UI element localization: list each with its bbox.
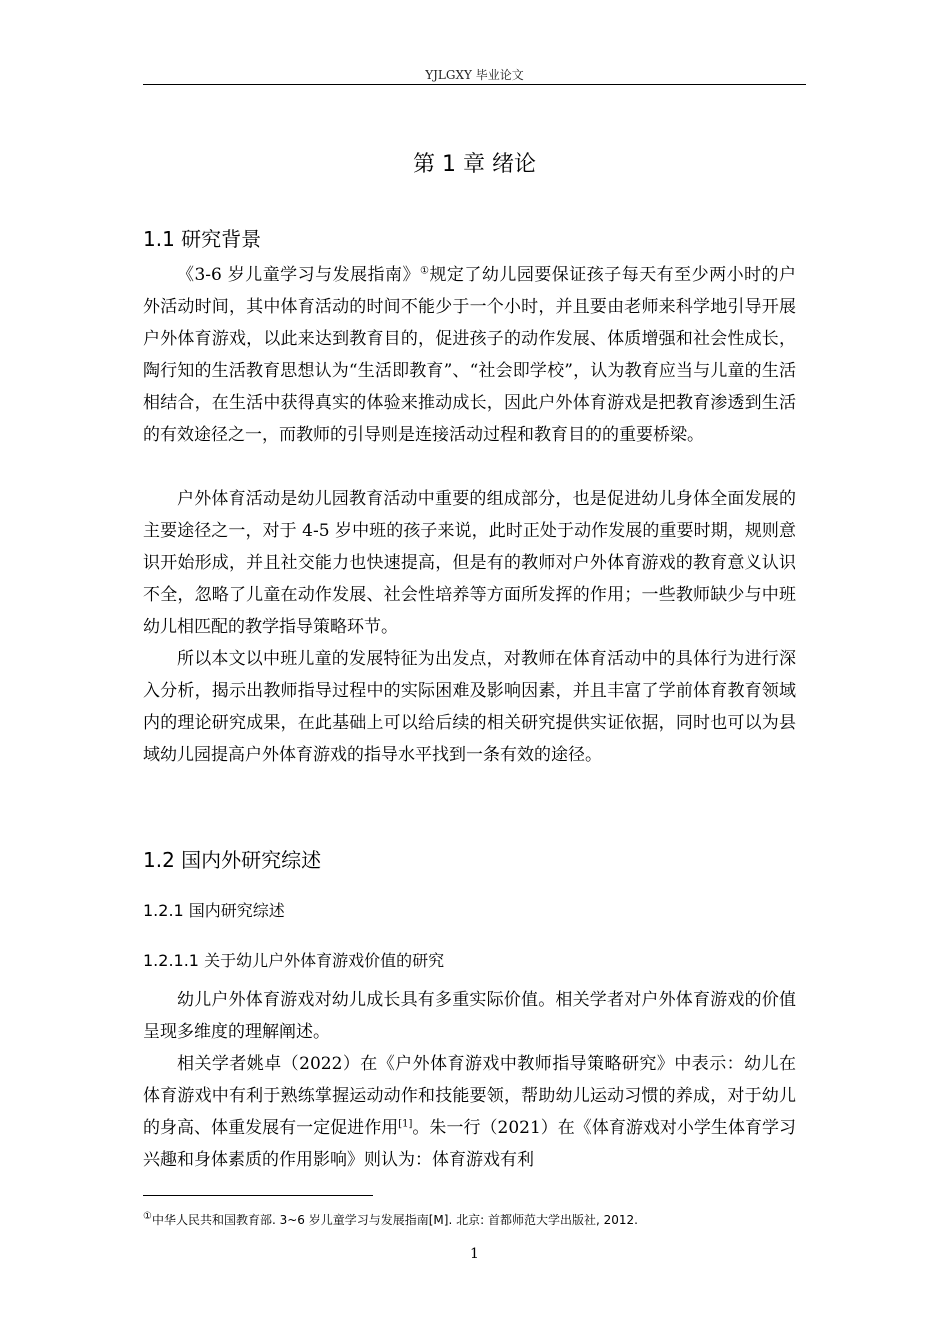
paragraph-text: 规定了幼儿园要保证孩子每天有至少两小时的户外活动时间，其中体育活动的时间不能少于一个小时，并且要由老师来科学地引导开展户外体育游戏，以此来达到教育目的，促进孩子的动作发展、体质增强和社会性成长，陶行知的生活教育思想认为“生活即教育”、“社会即学校”，认为教育应当与儿童的生活相结合，在生活中获得真实的体验来推动成长，因此户外体育游戏是把教育渗透到生活的有效途径之一，而教师的引导则是连接活动过程和教育目的的重要桥梁。 [143, 265, 797, 445]
paragraph-review-2 [143, 1048, 796, 1176]
subsubsection-heading-1-2-1-1: 1.2.1.1 关于幼儿户外体育游戏价值的研究 [143, 951, 445, 970]
paragraph-background-2: 户外体育活动是幼儿园教育活动中重要的组成部分，也是促进幼儿身体全面发展的主要途径之一，对于 4-5 岁中班的孩子来说，此时正处于动作发展的重要时期，规则意识开始形成，并且社交能力也快速提高，但是有的教师对户外体育游戏的教育意义认识不全，忽略了儿童在动作发展、社会性培养等方面所发挥的作用；一些教师缺少与中班幼儿相匹配的教学指导策略环节。 [143, 489, 796, 637]
paragraph-background-3: 所以本文以中班儿童的发展特征为出发点，对教师在体育活动中的具体行为进行深入分析，揭示出教师指导过程中的实际困难及影响因素，并且丰富了学前体育教育领域内的理论研究成果，在此基础上可以给后续的相关研究提供实证依据，同时也可以为县域幼儿园提高户外体育游戏的指导水平找到一条有效的途径。 [143, 649, 796, 765]
paragraph-background-1 [143, 259, 796, 451]
section-heading-1-1: 1.1 研究背景 [143, 227, 262, 251]
running-header: YJLGXY 毕业论文 [425, 68, 524, 82]
footnote-marker: ① [143, 1211, 152, 1222]
page-number: 1 [470, 1246, 479, 1262]
citation-marker[interactable]: [1] [398, 1118, 413, 1130]
footnote-text: 中华人民共和国教育部. 3~6 岁儿童学习与发展指南[M]. 北京: 首都师范大学出版社, 2012. [151, 1213, 638, 1227]
paragraph-review-1: 幼儿户外体育游戏对幼儿成长具有多重实际价值。相关学者对户外体育游戏的价值呈现多维度的理解阐述。 [143, 990, 796, 1042]
paragraph-text: 。朱一行（2021）在《体育游戏对小学生体育学习兴趣和身体素质的作用影响》则认为：体育游戏有利 [143, 1118, 796, 1170]
section-heading-1-2: 1.2 国内外研究综述 [143, 848, 322, 872]
subsection-heading-1-2-1: 1.2.1 国内研究综述 [143, 901, 285, 920]
paragraph-text: 《3-6 岁儿童学习与发展指南》 [177, 265, 420, 285]
footnote [143, 1211, 638, 1228]
paragraph-text: 相关学者姚卓（2022）在《户外体育游戏中教师指导策略研究》中表示：幼儿在体育游戏中有利于熟练掌握运动动作和技能要领，帮助幼儿运动习惯的养成，对于幼儿的身高、体重发展有一定促进作用 [143, 1054, 796, 1138]
footnote-rule [143, 1195, 373, 1196]
header-rule [143, 84, 806, 85]
chapter-title: 第 1 章 绪论 [413, 152, 536, 177]
footnote-marker[interactable]: ① [420, 265, 430, 277]
